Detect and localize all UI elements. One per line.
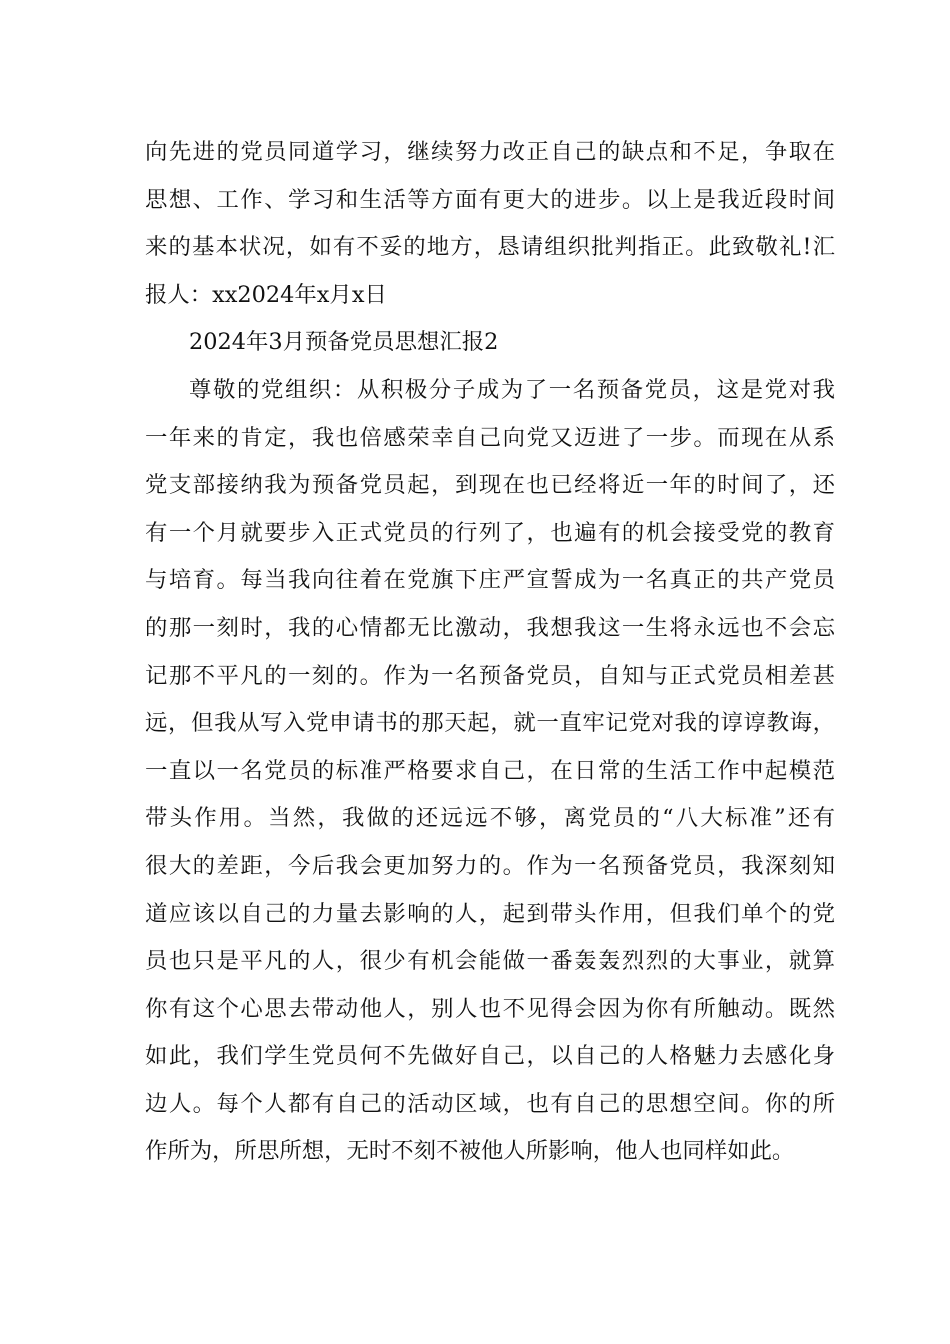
text-line: 很大的差距，今后我会更加努力的。作为一名预备党员，我深刻知 (145, 852, 835, 879)
text-line: 报人：xx2024年x月x日 (145, 281, 387, 308)
text-line: 你有这个心思去带动他人，别人也不见得会因为你有所触动。既然 (145, 995, 835, 1022)
text-line: 带头作用。当然，我做的还远远不够，离党员的“八大标准”还有 (145, 805, 835, 832)
section-heading: 2024年3月预备党员思想汇报2 (189, 329, 499, 356)
text-line: 道应该以自己的力量去影响的人，起到带头作用，但我们单个的党 (145, 900, 835, 927)
text-line: 的那一刻时，我的心情都无比激动，我想我这一生将永远也不会忘 (145, 614, 835, 641)
text-line: 远，但我从写入党申请书的那天起，就一直牢记党对我的谆谆教诲， (145, 710, 835, 737)
text-line: 有一个月就要步入正式党员的行列了，也遍有的机会接受党的教育 (145, 519, 835, 546)
text-line: 向先进的党员同道学习，继续努力改正自己的缺点和不足，争取在 (145, 139, 835, 165)
document-body (145, 129, 835, 1176)
text-line: 记那不平凡的一刻的。作为一名预备党员，自知与正式党员相差甚 (145, 662, 835, 689)
text-line: 如此，我们学生党员何不先做好自己，以自己的人格魅力去感化身 (145, 1043, 835, 1070)
text-line: 一年来的肯定，我也倍感荣幸自己向党又迈进了一步。而现在从系 (145, 424, 835, 451)
text-line: 员也只是平凡的人，很少有机会能做一番轰轰烈烈的大事业，就算 (145, 948, 835, 975)
text-line: 边人。每个人都有自己的活动区域，也有自己的思想空间。你的所 (145, 1090, 835, 1117)
paragraph-continuation (145, 129, 835, 319)
text-line: 与培育。每当我向往着在党旗下庄严宣誓成为一名真正的共产党员 (145, 567, 835, 594)
text-line: 作所为，所思所想，无时不刻不被他人所影响，他人也同样如此。 (145, 1138, 795, 1165)
text-line: 思想、工作、学习和生活等方面有更大的进步。以上是我近段时间 (145, 186, 835, 213)
text-line: 党支部接纳我为预备党员起，到现在也已经将近一年的时间了，还 (145, 472, 835, 499)
paragraph-report (145, 367, 835, 1176)
text-line: 尊敬的党组织：从积极分子成为了一名预备党员，这是党对我 (189, 376, 835, 403)
text-line: 一直以一名党员的标准严格要求自己，在日常的生活工作中起模范 (145, 757, 835, 784)
text-line: 来的基本状况，如有不妥的地方，恳请组织批判指正。此致敬礼!汇 (145, 234, 835, 261)
